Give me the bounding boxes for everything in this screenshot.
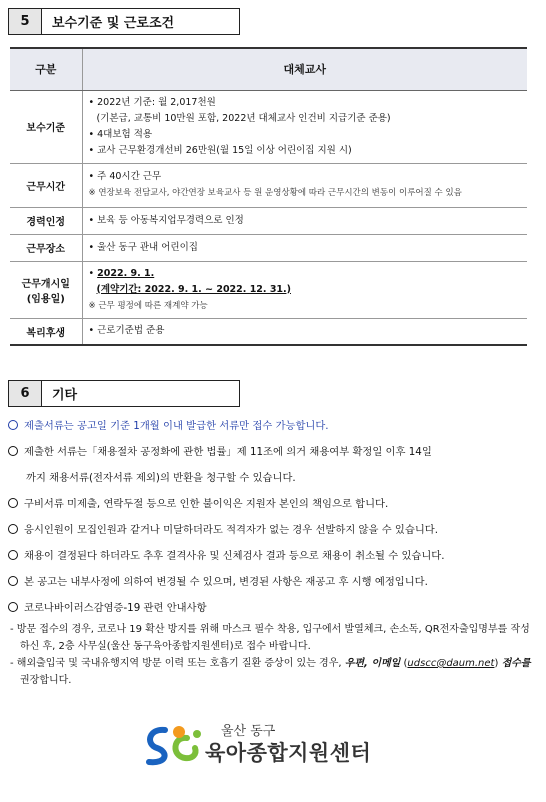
- pay-line: • 4대보험 적용: [88, 128, 153, 140]
- start-label-line: (임용일): [26, 293, 65, 305]
- list-item-text: 본 공고는 내부사정에 의하여 변경될 수 있으며, 변경된 사항은 재공고 후 시행 예정입니다.: [24, 576, 428, 588]
- list-item: [8, 517, 533, 543]
- circle-bullet-icon: [8, 602, 18, 612]
- start-bullet: •: [88, 267, 98, 279]
- circle-bullet-icon: [8, 420, 18, 430]
- list-item-text: 제출서류는 공고일 기준 1개월 이내 발급한 서류만 접수 가능합니다.: [24, 420, 329, 432]
- column-header-category: 구분: [10, 48, 82, 90]
- start-date-line: [89, 266, 522, 282]
- list-item-text: 구비서류 미제출, 연락두절 등으로 인한 불이익은 지원자 본인의 책임으로 합니다.: [24, 498, 389, 510]
- paren: (: [403, 658, 408, 669]
- logo-center-name: 육아종합지원센터: [205, 741, 372, 765]
- sub-text: 권장합니다.: [20, 675, 72, 686]
- table-row: [10, 318, 527, 345]
- section-number: 5: [8, 8, 42, 35]
- section-5-header: [8, 8, 240, 35]
- list-item: [8, 569, 533, 595]
- row-content-pay: [82, 90, 527, 163]
- list-item-text: 코로나바이러스감염증-19 관련 안내사항: [24, 602, 207, 614]
- hours-line: • 주 40시간 근무: [88, 171, 162, 182]
- row-content-place: • 울산 동구 관내 어린이집: [82, 234, 527, 261]
- list-item: [8, 413, 533, 439]
- hours-note: ※ 연장보육 전담교사, 야간연장 보육교사 등 원 운영상황에 따라 근무시간의 변동이 이루어질 수 있음: [88, 188, 462, 198]
- contract-period: (계약기간: 2022. 9. 1. ~ 2022. 12. 31.): [96, 283, 291, 295]
- sub-emphasis: 접수를: [501, 658, 531, 669]
- start-label-line: 근무개시일: [21, 278, 70, 290]
- row-label-career: 경력인정: [10, 207, 82, 234]
- row-label-pay: 보수기준: [10, 90, 82, 163]
- circle-bullet-icon: [8, 498, 18, 508]
- working-conditions-table: [10, 47, 527, 346]
- email-link[interactable]: udscc@daum.net: [407, 658, 495, 669]
- sub-emphasis: 우편, 이메일: [344, 658, 401, 669]
- section-6-header: [8, 380, 240, 407]
- pay-line: (기본급, 교통비 10만원 포함, 2022년 대체교사 인건비 지급기준 준용): [96, 112, 391, 124]
- sub-text: - 해외출입국 및 국내유행지역 방문 이력 또는 호흡기 질환 증상이 있는 경우,: [10, 658, 345, 669]
- table-row: [10, 207, 527, 234]
- table-header-row: [10, 48, 527, 90]
- section-title: 보수기준 및 근로조건: [42, 8, 240, 35]
- circle-bullet-icon: [8, 446, 18, 456]
- row-content-career: • 보육 등 아동복지업무경력으로 인정: [82, 207, 527, 234]
- logo-region-text: 울산 동구: [221, 724, 276, 739]
- column-header-substitute-teacher: 대체교사: [82, 48, 527, 90]
- circle-bullet-icon: [8, 576, 18, 586]
- circle-bullet-icon: [8, 524, 18, 534]
- list-item-text: 채용이 결정된다 하더라도 추후 결격사유 및 신체검사 결과 등으로 채용이 취소될 수 있습니다.: [24, 550, 445, 562]
- start-date: 2022. 9. 1.: [97, 267, 155, 279]
- pay-line: • 2022년 기준: 월 2,017천원: [88, 96, 216, 108]
- list-item: [8, 491, 533, 517]
- row-label-start: [10, 261, 82, 318]
- list-item: [8, 595, 533, 621]
- center-logo: [143, 720, 383, 766]
- section-title: 기타: [42, 380, 240, 407]
- covid-sub-item-visit: - 방문 접수의 경우, 코로나 19 확산 방지를 위해 마스크 필수 착용, 입구에서 발열체크, 손소독, QR전자출입명부를 작성 하신 후, 2층 사무실(울산 동구육아종합지원센터)로 접수 바랍니다.: [10, 624, 530, 652]
- row-content-hours: [82, 163, 527, 207]
- paren: ): [494, 658, 499, 669]
- list-item-continuation: 까지 채용서류(전자서류 제외)의 반환을 청구할 수 있습니다.: [26, 472, 296, 484]
- row-content-welfare: • 근로기준법 준용: [82, 318, 527, 345]
- logo-mark-icon: [143, 722, 205, 768]
- covid-sub-item-overseas: [8, 655, 533, 689]
- pay-line: • 교사 근무환경개선비 26만원(월 15일 이상 어린이집 지원 시): [88, 144, 352, 156]
- list-item-text: 응시인원이 모집인원과 같거나 미달하더라도 적격자가 없는 경우 선발하지 않을 수 있습니다.: [24, 524, 438, 536]
- row-label-place: 근무장소: [10, 234, 82, 261]
- start-note: ※ 근무 평정에 따른 재계약 가능: [88, 300, 208, 311]
- circle-bullet-icon: [8, 550, 18, 560]
- table-row: [10, 234, 527, 261]
- notice-list: [8, 413, 533, 689]
- row-label-welfare: 복리후생: [10, 318, 82, 345]
- table-row: [10, 261, 527, 318]
- list-item-text: 제출한 서류는「채용절차 공정화에 관한 법률」제 11조에 의거 채용여부 확정일 이후 14일: [24, 446, 432, 458]
- list-item: [8, 543, 533, 569]
- list-item: [8, 439, 533, 465]
- row-label-hours: 근무시간: [10, 163, 82, 207]
- contract-period-line: [89, 282, 522, 298]
- table-row: [10, 163, 527, 207]
- table-row: [10, 90, 527, 163]
- section-number: 6: [8, 380, 42, 407]
- row-content-start: [82, 261, 527, 318]
